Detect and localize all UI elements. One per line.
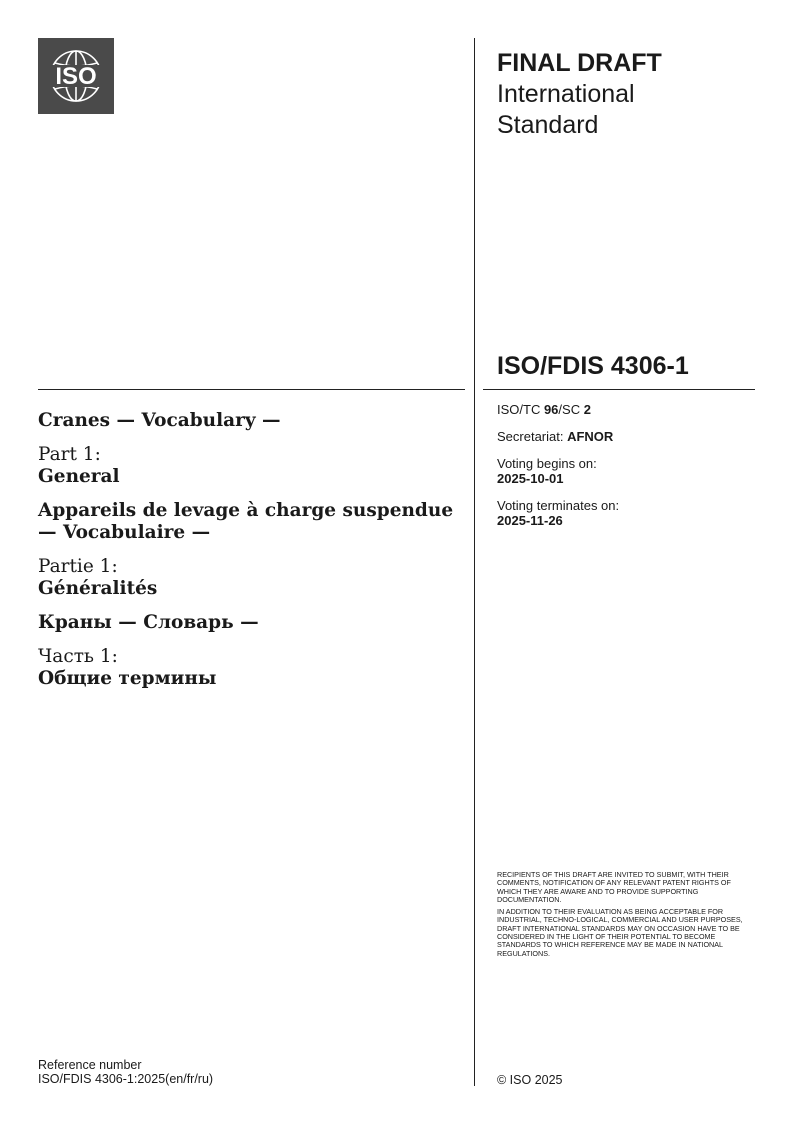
document-metadata: [497, 402, 757, 540]
reference-label: Reference number: [38, 1058, 142, 1072]
vertical-divider: [474, 38, 475, 1086]
draft-notice: [497, 871, 757, 962]
voting-begins: [497, 456, 757, 486]
committee-line: ISO/TC 96/SC 2: [497, 402, 591, 417]
title-fr-part-label: Partie 1:: [38, 556, 118, 577]
tc-number: 96: [543, 402, 559, 417]
voting-terminates: [497, 498, 757, 528]
title-ru-part-label: Часть 1:: [38, 646, 118, 667]
sc-number: 2: [583, 402, 591, 417]
stage-line-1: FINAL DRAFT: [497, 49, 662, 77]
voting-begins-date: 2025-10-01: [497, 471, 564, 486]
reference-number-block: [38, 1058, 213, 1086]
copyright: © ISO 2025: [497, 1073, 563, 1087]
horizontal-divider-right: [483, 389, 755, 390]
title-en-part-title: General: [38, 466, 120, 487]
title-block: [38, 410, 463, 702]
voting-terminates-label: Voting terminates on:: [497, 498, 620, 513]
notice-paragraph-1: RECIPIENTS OF THIS DRAFT ARE INVITED TO SUBMIT, WITH THEIR COMMENTS, NOTIFICATION OF ANY RELEVANT PATENT RIGHTS OF WHICH THEY ARE AWARE AND TO PROVIDE SUPPORTING DOCUMENTATION.: [497, 870, 731, 904]
title-ru-part-title: Общие термины: [38, 668, 217, 689]
secretariat-line: Secretariat: AFNOR: [497, 429, 614, 444]
horizontal-divider-left: [38, 389, 465, 390]
notice-paragraph-2: IN ADDITION TO THEIR EVALUATION AS BEING ACCEPTABLE FOR INDUSTRIAL, TECHNO-LOGICAL, COMMERCIAL AND USER PURPOSES, DRAFT INTERNATIONAL STANDARDS MAY ON OCCASION HAVE TO BE CONSIDERED IN THE LIGHT OF THEIR POTENTIAL TO BECOME STANDARDS TO WHICH REFERENCE MAY BE MADE IN NATIONAL REGULATIONS.: [497, 907, 743, 958]
reference-value: ISO/FDIS 4306-1:2025(en/fr/ru): [38, 1072, 214, 1086]
iso-logo: [38, 38, 114, 114]
title-en-part-label: Part 1:: [38, 444, 101, 465]
voting-begins-label: Voting begins on:: [497, 456, 597, 471]
iso-globe-icon: [38, 38, 114, 114]
document-number: ISO/FDIS 4306-1: [497, 352, 689, 380]
title-fr-main: Appareils de levage à charge suspendue — Vocabulaire —: [38, 500, 454, 543]
stage-line-3: Standard: [497, 111, 599, 139]
title-en-main: Cranes — Vocabulary —: [38, 410, 281, 431]
stage-line-2: International: [497, 80, 635, 108]
title-fr-part-title: Généralités: [38, 578, 158, 599]
document-stage-header: [497, 48, 757, 141]
title-ru-main: Краны — Словарь —: [38, 612, 259, 633]
logo-text: ISO: [55, 63, 97, 90]
secretariat-value: AFNOR: [567, 429, 614, 444]
voting-terminates-date: 2025-11-26: [497, 513, 563, 528]
